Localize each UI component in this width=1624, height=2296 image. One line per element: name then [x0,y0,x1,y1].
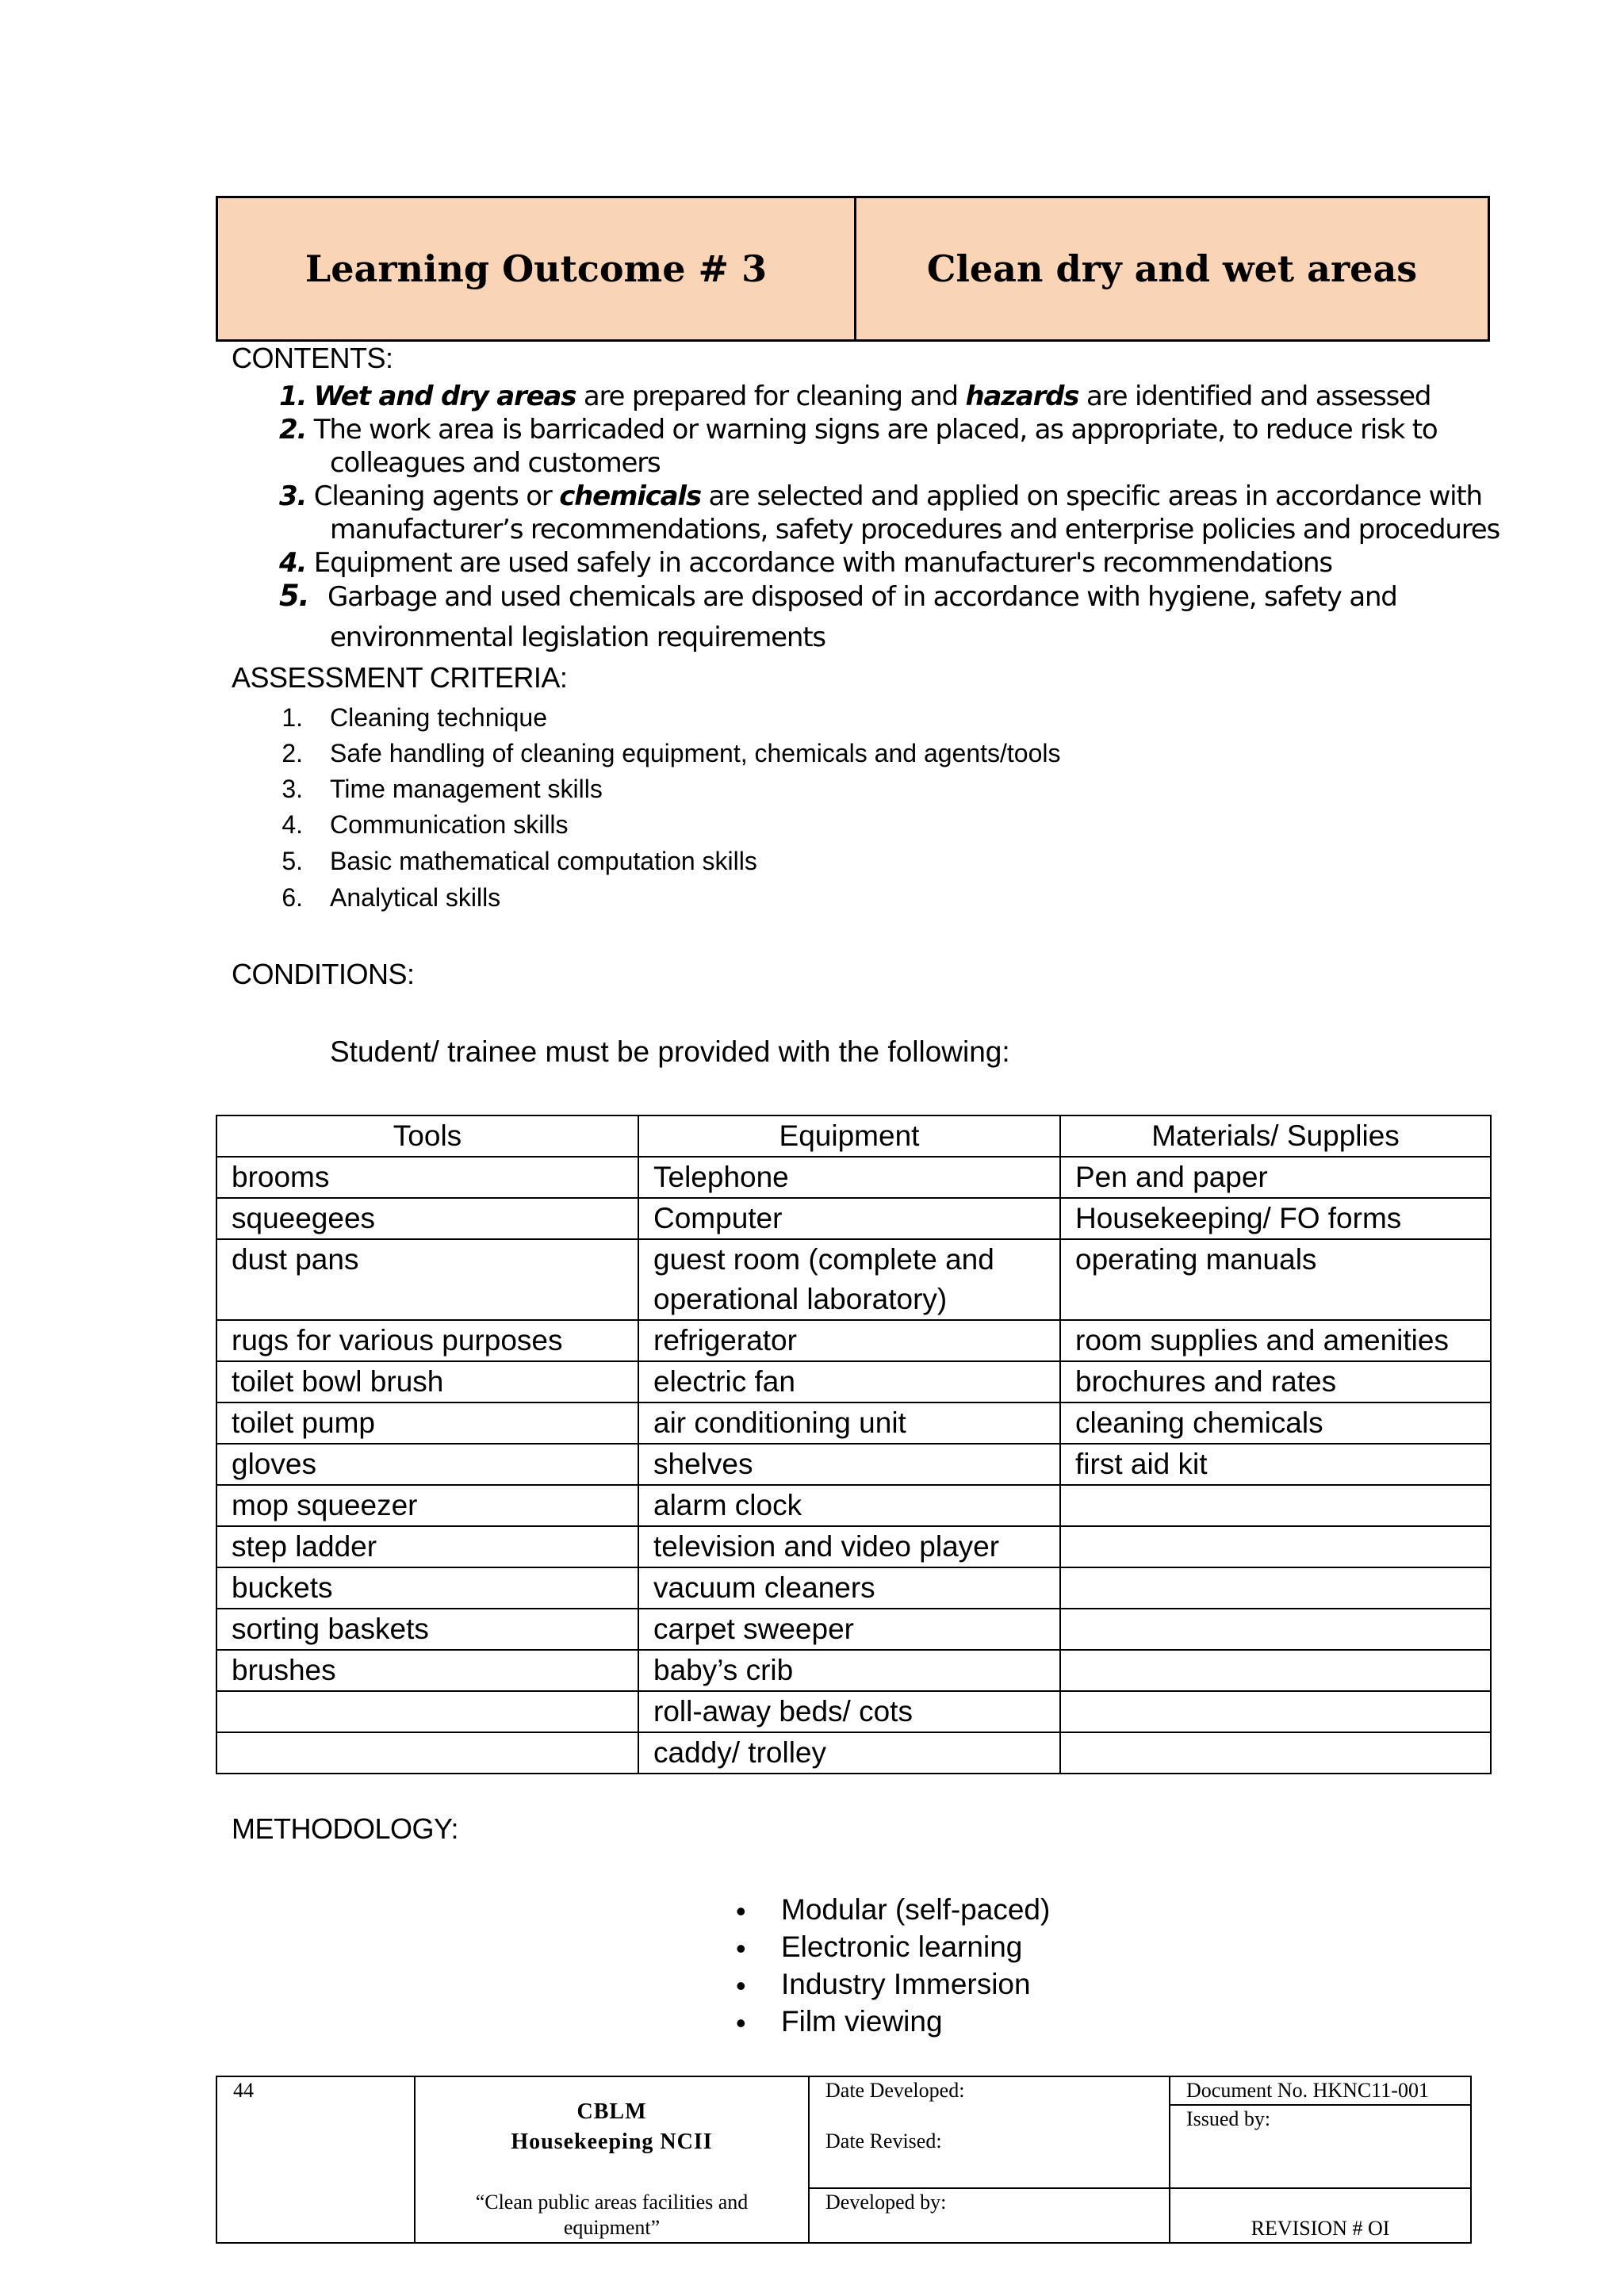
column-header-equipment: Equipment [638,1115,1060,1157]
equipment-cell: baby’s crib [638,1650,1060,1691]
developed-by-label: Developed by: [809,2188,1170,2243]
contents-item-4 [279,546,1332,580]
table-row [216,1567,1491,1609]
assessment-item: Time management skills [330,775,603,803]
material-cell: cleaning chemicals [1060,1402,1491,1444]
equipment-cell: guest room (complete and operational laboratory) [638,1239,1060,1320]
equipment-cell: alarm clock [638,1485,1060,1526]
document-number: Document No. HKNC11-001 [1186,2079,1429,2102]
learning-outcome-label: Learning Outcome # 3 [217,197,856,341]
contents-item-number: 4. [279,547,307,579]
tool-cell: buckets [216,1567,638,1609]
contents-item-3 [279,480,1482,513]
table-row [216,1198,1491,1239]
assessment-item: Cleaning technique [330,703,547,732]
table-row [216,1609,1491,1650]
equipment-cell: refrigerator [638,1320,1060,1361]
contents-heading: CONTENTS: [232,342,393,374]
material-cell [1060,1485,1491,1526]
cblm-label: CBLM [576,2099,647,2124]
tool-cell: gloves [216,1444,638,1485]
contents-item-5 [279,580,1397,614]
assessment-number: 3. [282,775,303,803]
contents-item-2 [279,413,1438,446]
bullet-icon: • [736,1932,746,1965]
column-header-materials: Materials/ Supplies [1060,1115,1491,1157]
contents-item-emphasis: hazards [965,381,1079,412]
table-row [216,1239,1491,1320]
table-row [216,1691,1491,1732]
material-cell [1060,1691,1491,1732]
methodology-item: Modular (self-paced) [781,1893,1051,1926]
contents-item-5-continued: environmental legislation requirements [330,622,825,653]
assessment-number: 5. [282,847,303,875]
material-cell: brochures and rates [1060,1361,1491,1402]
table-row [216,1526,1491,1567]
contents-item-text: Cleaning agents or [313,480,560,512]
assessment-number: 2. [282,739,303,767]
contents-item-number: 5. [279,579,309,613]
equipment-cell: Computer [638,1198,1060,1239]
learning-outcome-banner [216,196,1490,342]
material-cell: Pen and paper [1060,1157,1491,1198]
material-cell: room supplies and amenities [1060,1320,1491,1361]
tool-cell: step ladder [216,1526,638,1567]
tool-cell: toilet bowl brush [216,1361,638,1402]
table-header-row [216,1115,1491,1157]
qualification-label: Housekeeping NCII [511,2130,713,2154]
tool-cell: brooms [216,1157,638,1198]
learning-outcome-title: Clean dry and wet areas [856,197,1489,341]
equipment-cell: electric fan [638,1361,1060,1402]
conditions-heading: CONDITIONS: [232,958,415,990]
contents-item-text: are selected and applied on specific areas in accordance with [700,480,1482,512]
contents-item-number: 1. [279,381,307,412]
equipment-cell: television and video player [638,1526,1060,1567]
assessment-number: 4. [282,810,303,839]
assessment-item: Analytical skills [330,883,501,912]
contents-item-emphasis: Wet and dry areas [313,381,576,412]
module-title: “Clean public areas facilities and equipment” [475,2191,749,2239]
contents-item-emphasis: chemicals [559,480,701,512]
page-number: 44 [216,2076,415,2243]
tool-cell: toilet pump [216,1402,638,1444]
tool-cell: sorting baskets [216,1609,638,1650]
methodology-item: Film viewing [781,2005,943,2038]
equipment-cell: air conditioning unit [638,1402,1060,1444]
material-cell [1060,1567,1491,1609]
assessment-item: Basic mathematical computation skills [330,847,757,875]
material-cell: Housekeeping/ FO forms [1060,1198,1491,1239]
issued-by-label: Issued by: [1170,2104,1470,2133]
cblm-info [415,2076,809,2243]
tool-cell: rugs for various purposes [216,1320,638,1361]
contents-item-text: are identified and assessed [1078,381,1431,412]
tool-cell [216,1732,638,1774]
bullet-icon: • [736,1969,746,2002]
material-cell [1060,1526,1491,1567]
tool-cell: squeegees [216,1198,638,1239]
table-row [216,1320,1491,1361]
contents-item-number: 3. [279,480,307,512]
assessment-item: Communication skills [330,810,569,839]
table-row [216,1402,1491,1444]
contents-item-2-continued: colleagues and customers [330,447,661,479]
material-cell [1060,1650,1491,1691]
document-info-cell [1170,2076,1471,2188]
contents-item-text: Equipment are used safely in accordance with manufacturer's recommendations [313,547,1332,579]
table-row [216,1444,1491,1485]
equipment-cell: caddy/ trolley [638,1732,1060,1774]
table-row [216,1485,1491,1526]
equipment-cell: shelves [638,1444,1060,1485]
contents-item-3-continued: manufacturer’s recommendations, safety procedures and enterprise policies and procedures [330,514,1500,545]
assessment-number: 1. [282,703,303,732]
tool-cell: brushes [216,1650,638,1691]
equipment-cell: Telephone [638,1157,1060,1198]
equipment-cell: vacuum cleaners [638,1567,1060,1609]
material-cell [1060,1609,1491,1650]
table-row [216,1650,1491,1691]
contents-item-text: Garbage and used chemicals are disposed of in accordance with hygiene, safety and [327,581,1397,613]
table-row [216,1157,1491,1198]
date-cell [809,2076,1170,2188]
contents-item-text: are prepared for cleaning and [576,381,966,412]
equipment-cell: roll-away beds/ cots [638,1691,1060,1732]
assessment-number: 6. [282,883,303,912]
material-cell [1060,1732,1491,1774]
methodology-item: Electronic learning [781,1931,1023,1963]
contents-item-text: The work area is barricaded or warning signs are placed, as appropriate, to reduce risk to [313,414,1438,446]
date-revised-label: Date Revised: [825,2130,942,2152]
assessment-item: Safe handling of cleaning equipment, chemicals and agents/tools [330,739,1061,767]
material-cell: first aid kit [1060,1444,1491,1485]
methodology-item: Industry Immersion [781,1968,1031,2000]
date-developed-label: Date Developed: [825,2079,965,2102]
bullet-icon: • [736,2007,746,2039]
conditions-table [216,1115,1492,1774]
conditions-intro: Student/ trainee must be provided with the following: [330,1035,1010,1068]
column-header-tools: Tools [216,1115,638,1157]
tool-cell: mop squeezer [216,1485,638,1526]
assessment-heading: ASSESSMENT CRITERIA: [232,661,568,694]
material-cell: operating manuals [1060,1239,1491,1320]
bullet-icon: • [736,1895,746,1927]
table-row [216,1732,1491,1774]
tool-cell: dust pans [216,1239,638,1320]
revision-label: REVISION # OI [1170,2188,1471,2243]
table-row [216,1361,1491,1402]
document-footer [216,2076,1472,2244]
tool-cell [216,1691,638,1732]
contents-item-number: 2. [279,414,307,446]
equipment-cell: carpet sweeper [638,1609,1060,1650]
methodology-heading: METHODOLOGY: [232,1812,459,1845]
contents-item-1 [279,380,1431,413]
